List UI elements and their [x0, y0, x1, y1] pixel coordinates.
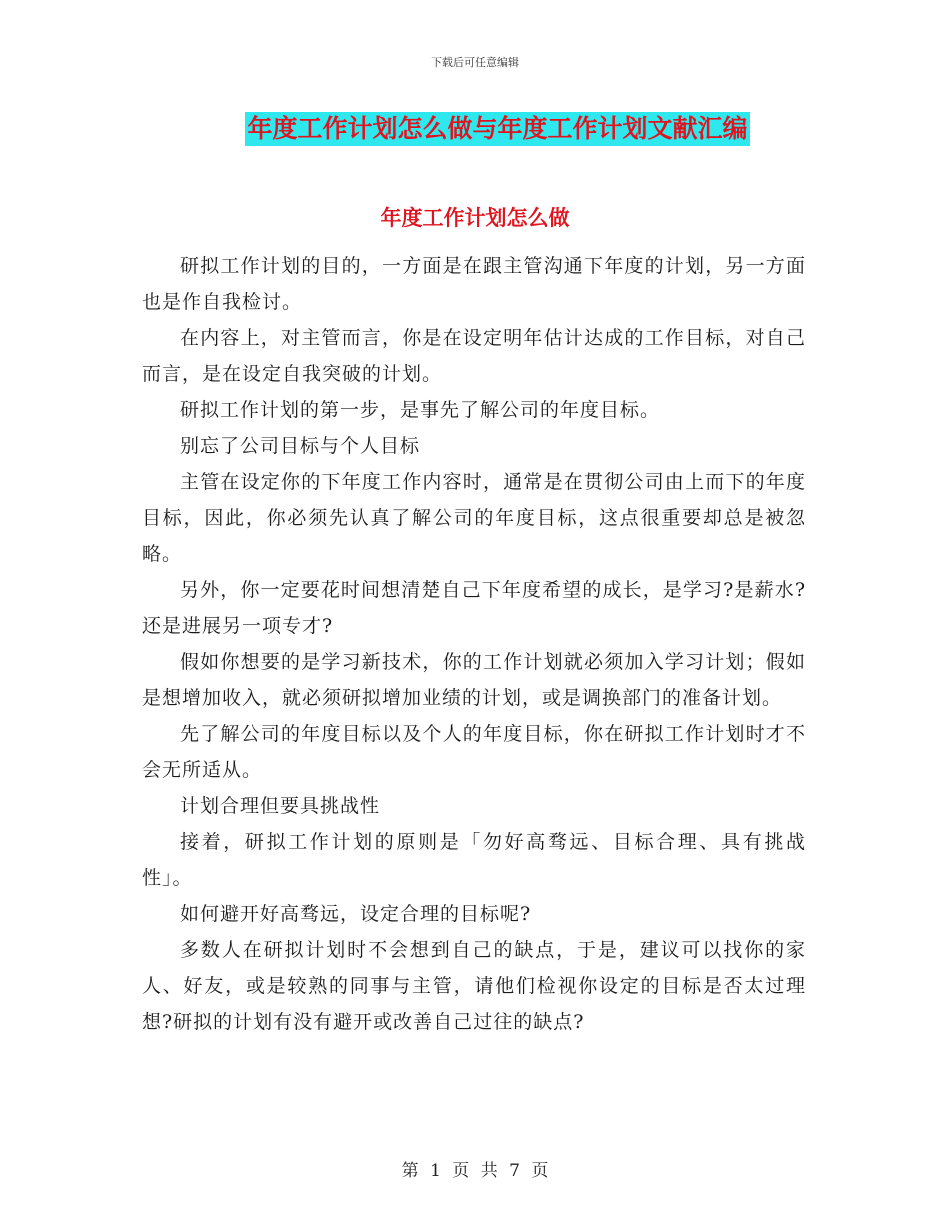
paragraph: 假如你想要的是学习新技术，你的工作计划就必须加入学习计划；假如是想增加收入，就必须研拟增加业绩的计划，或是调换部门的准备计划。 [142, 651, 806, 709]
paragraph: 先了解公司的年度目标以及个人的年度目标，你在研拟工作计划时才不会无所适从。 [142, 723, 806, 781]
document-title-container [0, 112, 950, 146]
paragraph: 研拟工作计划的目的，一方面是在跟主管沟通下年度的计划，另一方面也是作自我检讨。 [142, 255, 806, 313]
paragraph: 多数人在研拟计划时不会想到自己的缺点，于是，建议可以找你的家人、好友，或是较熟的同事与主管，请他们检视你设定的目标是否太过理想?研拟的计划有没有避开或改善自己过往的缺点? [142, 939, 806, 1033]
page-header: 下载后可任意编辑 [431, 56, 519, 69]
paragraph: 研拟工作计划的第一步，是事先了解公司的年度目标。 [180, 399, 661, 421]
subheading-paragraph: 别忘了公司目标与个人目标 [180, 435, 421, 457]
paragraph: 主管在设定你的下年度工作内容时，通常是在贯彻公司由上而下的年度目标，因此，你必须先认真了解公司的年度目标，这点很重要却总是被忽略。 [142, 471, 806, 565]
section-title: 年度工作计划怎么做 [380, 206, 570, 230]
document-title: 年度工作计划怎么做与年度工作计划文献汇编 [245, 112, 749, 146]
paragraph: 在内容上，对主管而言，你是在设定明年估计达成的工作目标，对自己而言，是在设定自我突破的计划。 [142, 327, 806, 385]
document-body [142, 248, 806, 1040]
paragraph: 接着，研拟工作计划的原则是「勿好高骛远、目标合理、具有挑战性」。 [142, 831, 806, 889]
subheading-paragraph: 计划合理但要具挑战性 [180, 795, 381, 817]
paragraph: 另外，你一定要花时间想清楚自己下年度希望的成长，是学习?是薪水?还是进展另一项专才? [142, 579, 806, 637]
paragraph: 如何避开好高骛远，设定合理的目标呢? [180, 903, 532, 925]
page-footer: 第 1 页 共 7 页 [401, 1161, 549, 1181]
